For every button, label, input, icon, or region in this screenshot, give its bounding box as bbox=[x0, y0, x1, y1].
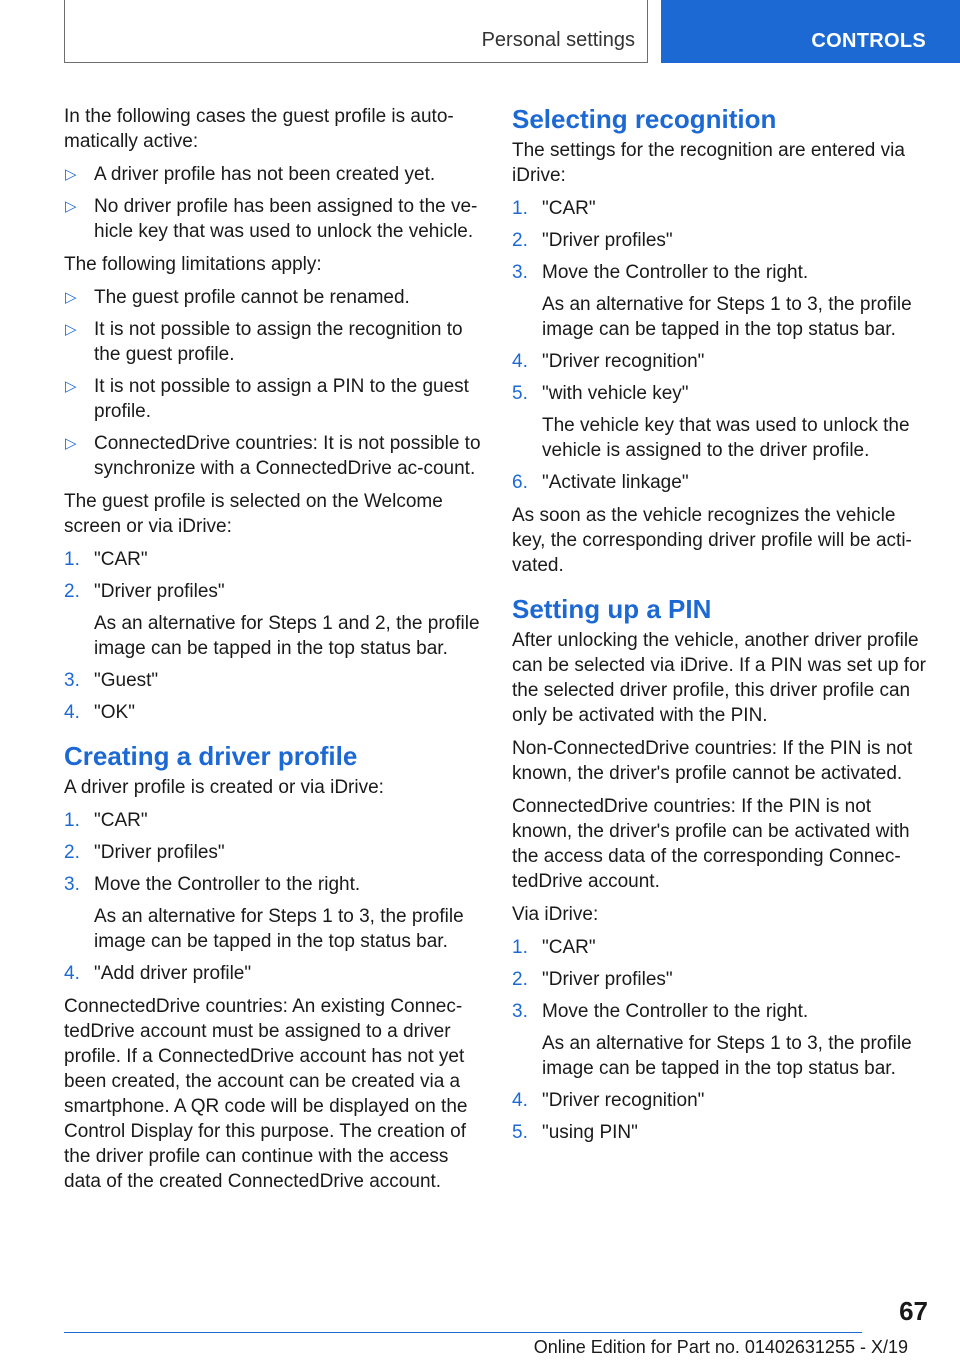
list-item bbox=[64, 317, 484, 367]
step-number: 1. bbox=[64, 549, 80, 570]
list-item bbox=[64, 431, 484, 481]
paragraph: Via iDrive: bbox=[512, 904, 599, 925]
step-text: "Driver profiles" bbox=[94, 842, 225, 863]
step-number: 3. bbox=[512, 1001, 528, 1022]
step-text: "Driver profiles" bbox=[542, 230, 673, 251]
step-item bbox=[64, 808, 484, 833]
step-item bbox=[512, 196, 926, 221]
step-note: As an alternative for Steps 1 to 3, the profile image can be tapped in the top status bar. bbox=[542, 294, 912, 340]
step-number: 5. bbox=[512, 383, 528, 404]
list-item-text: No driver profile has been assigned to the ve-hicle key that was used to unlock the vehicle. bbox=[94, 196, 478, 242]
step-item bbox=[64, 961, 484, 986]
step-number: 1. bbox=[512, 937, 528, 958]
list-item bbox=[64, 162, 484, 187]
step-number: 2. bbox=[512, 969, 528, 990]
step-item bbox=[64, 547, 484, 572]
paragraph: ConnectedDrive countries: An existing Connec-tedDrive account must be assigned to a driver profile. If a ConnectedDrive account has not yet been created, the account can be created via a smartphone. A QR code will be displayed on the Control Display for this purpose. The creation of the driver profile can continue with the access data of the created ConnectedDrive account. bbox=[64, 996, 468, 1192]
step-text: "Driver profiles" bbox=[94, 581, 225, 602]
step-text: "Guest" bbox=[94, 670, 159, 691]
header-section-title: Personal settings bbox=[481, 29, 635, 51]
step-item bbox=[512, 1120, 926, 1145]
step-number: 2. bbox=[64, 581, 80, 602]
step-text: Move the Controller to the right. bbox=[542, 1001, 809, 1022]
step-number: 4. bbox=[64, 702, 80, 723]
step-item bbox=[64, 579, 484, 661]
step-number: 3. bbox=[512, 262, 528, 283]
paragraph: The guest profile is selected on the Welcome screen or via iDrive: bbox=[64, 491, 443, 537]
step-text: "Driver recognition" bbox=[542, 1090, 705, 1111]
bullet-list-limits bbox=[64, 285, 484, 481]
step-text: "CAR" bbox=[542, 198, 596, 219]
paragraph: The following limitations apply: bbox=[64, 254, 322, 275]
page-number: 67 bbox=[899, 1296, 928, 1326]
triangle-bullet-icon: ▷ bbox=[65, 198, 77, 215]
step-number: 4. bbox=[512, 1090, 528, 1111]
step-number: 4. bbox=[64, 963, 80, 984]
header-section-box bbox=[64, 0, 648, 63]
footer-divider bbox=[64, 1332, 862, 1333]
list-item bbox=[64, 285, 484, 310]
step-number: 5. bbox=[512, 1122, 528, 1143]
step-number: 1. bbox=[64, 810, 80, 831]
step-text: "Add driver profile" bbox=[94, 963, 252, 984]
step-item bbox=[512, 935, 926, 960]
list-item-text: The guest profile cannot be renamed. bbox=[94, 287, 410, 308]
step-text: "CAR" bbox=[542, 937, 596, 958]
step-number: 3. bbox=[64, 670, 80, 691]
step-item bbox=[512, 999, 926, 1081]
triangle-bullet-icon: ▷ bbox=[65, 435, 77, 452]
step-text: "Activate linkage" bbox=[542, 472, 689, 493]
step-item bbox=[64, 700, 484, 725]
list-item bbox=[64, 374, 484, 424]
paragraph: ConnectedDrive countries: If the PIN is not known, the driver's profile can be activated with the access data of the corresponding Connec-tedDrive account. bbox=[512, 796, 910, 892]
step-number: 6. bbox=[512, 472, 528, 493]
paragraph: Non-ConnectedDrive countries: If the PIN is not known, the driver's profile cannot be activated. bbox=[512, 738, 913, 784]
bullet-list-cases bbox=[64, 162, 484, 244]
step-item bbox=[512, 470, 926, 495]
list-item-text: A driver profile has not been created yet. bbox=[94, 164, 436, 185]
step-text: "Driver profiles" bbox=[542, 969, 673, 990]
paragraph: The settings for the recognition are entered via iDrive: bbox=[512, 140, 905, 186]
step-text: "CAR" bbox=[94, 810, 148, 831]
paragraph: As soon as the vehicle recognizes the vehicle key, the corresponding driver profile will be acti-vated. bbox=[512, 505, 912, 576]
step-note: As an alternative for Steps 1 to 3, the profile image can be tapped in the top status bar. bbox=[94, 906, 464, 952]
steps-recognition bbox=[512, 196, 926, 495]
steps-pin bbox=[512, 935, 926, 1145]
step-number: 2. bbox=[512, 230, 528, 251]
list-item-text: It is not possible to assign a PIN to the guest profile. bbox=[94, 376, 469, 422]
step-number: 3. bbox=[64, 874, 80, 895]
step-item bbox=[512, 381, 926, 463]
step-item bbox=[512, 349, 926, 374]
step-note: As an alternative for Steps 1 and 2, the profile image can be tapped in the top status bar. bbox=[94, 613, 480, 659]
step-note: As an alternative for Steps 1 to 3, the profile image can be tapped in the top status bar. bbox=[542, 1033, 912, 1079]
steps-create bbox=[64, 808, 484, 986]
steps-guest bbox=[64, 547, 484, 725]
triangle-bullet-icon: ▷ bbox=[65, 321, 77, 338]
step-item bbox=[512, 1088, 926, 1113]
header-chapter-title: CONTROLS bbox=[811, 30, 926, 52]
step-text: "CAR" bbox=[94, 549, 148, 570]
step-item bbox=[64, 872, 484, 954]
step-text: "OK" bbox=[94, 702, 135, 723]
paragraph: After unlocking the vehicle, another driver profile can be selected via iDrive. If a PIN was set up for the selected driver profile, this driver profile can only be activated with the PIN. bbox=[512, 630, 926, 726]
step-text: "using PIN" bbox=[542, 1122, 638, 1143]
step-item bbox=[512, 228, 926, 253]
triangle-bullet-icon: ▷ bbox=[65, 378, 77, 395]
list-item-text: It is not possible to assign the recognition to the guest profile. bbox=[94, 319, 463, 365]
step-text: "Driver recognition" bbox=[542, 351, 705, 372]
right-column bbox=[512, 104, 926, 1153]
list-item bbox=[64, 194, 484, 244]
paragraph: In the following cases the guest profile is auto-matically active: bbox=[64, 106, 454, 152]
heading-selecting-recognition: Selecting recognition bbox=[512, 104, 777, 134]
header-chapter-box bbox=[661, 0, 960, 63]
step-note: The vehicle key that was used to unlock the vehicle is assigned to the driver profile. bbox=[542, 415, 910, 461]
triangle-bullet-icon: ▷ bbox=[65, 289, 77, 306]
step-number: 4. bbox=[512, 351, 528, 372]
heading-creating-driver-profile: Creating a driver profile bbox=[64, 741, 358, 771]
heading-setting-up-pin: Setting up a PIN bbox=[512, 594, 712, 624]
triangle-bullet-icon: ▷ bbox=[65, 166, 77, 183]
step-text: Move the Controller to the right. bbox=[94, 874, 361, 895]
step-item bbox=[64, 840, 484, 865]
step-number: 1. bbox=[512, 198, 528, 219]
left-column bbox=[64, 104, 484, 1202]
footer-edition: Online Edition for Part no. 01402631255 - X/19 bbox=[533, 1337, 908, 1357]
step-text: Move the Controller to the right. bbox=[542, 262, 809, 283]
step-item bbox=[512, 967, 926, 992]
step-item bbox=[64, 668, 484, 693]
step-item bbox=[512, 260, 926, 342]
list-item-text: ConnectedDrive countries: It is not possible to synchronize with a ConnectedDrive ac-count. bbox=[94, 433, 481, 479]
step-text: "with vehicle key" bbox=[542, 383, 689, 404]
paragraph: A driver profile is created or via iDrive: bbox=[64, 777, 384, 798]
step-number: 2. bbox=[64, 842, 80, 863]
